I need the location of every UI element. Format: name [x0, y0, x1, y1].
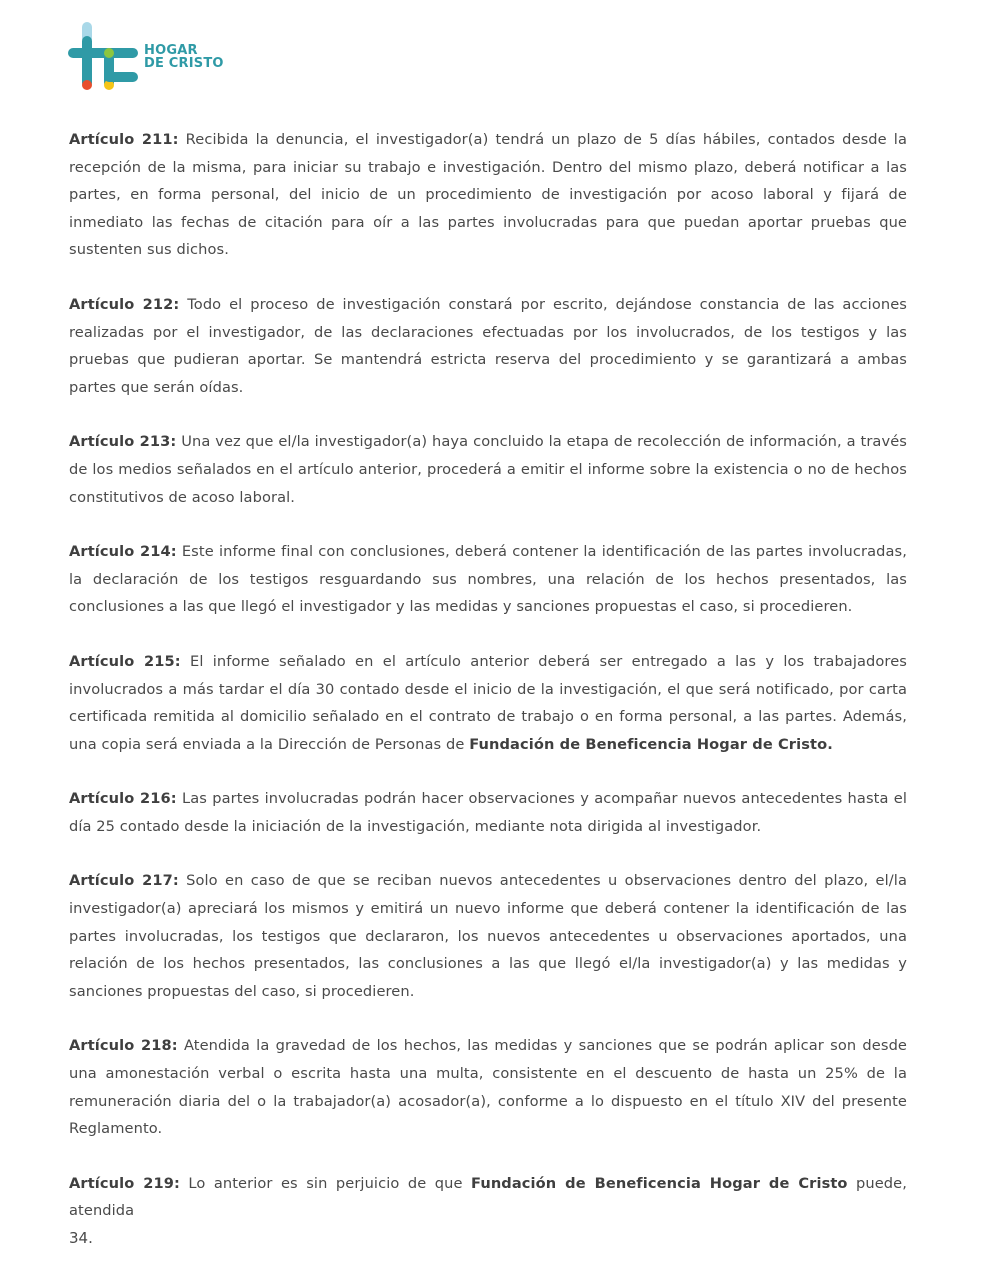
organization-name: Fundación de Beneficencia Hogar de Cristo: [470, 1174, 848, 1192]
article-217: [69, 867, 907, 1005]
hogar-de-cristo-cross-icon: [68, 22, 138, 92]
article-text: Solo en caso de que se reciban nuevos antecedentes u observaciones dentro del plazo, el/la investigador(a) apreciará los mismos y emitirá un nuevo informe que deberá contener la identificación de las partes involucradas, los testigos que declararon, los nuevos antecedentes u observaciones aportados, una relación de los hechos presentados, las conclusiones a las que llegó el/la investigador(a) y las medidas y sanciones propuestas del caso, si procedieren.: [69, 872, 907, 1000]
article-text: Lo anterior es sin perjuicio de que: [179, 1174, 471, 1192]
article-text: Las partes involucradas podrán hacer observaciones y acompañar nuevos antecedentes hasta el día 25 contado desde la iniciación de la investigación, mediante nota dirigida al investigador.: [69, 790, 908, 835]
logo-line-2: DE CRISTO: [144, 56, 224, 71]
article-label: Artículo 212:: [69, 295, 180, 313]
article-218: [69, 1032, 907, 1142]
logo-wordmark: [144, 44, 224, 70]
article-label: Artículo 218:: [69, 1037, 178, 1055]
article-216: [69, 785, 907, 840]
article-label: Artículo 217:: [69, 872, 179, 890]
hogar-de-cristo-logo: [68, 22, 224, 92]
article-text: Todo el proceso de investigación constará por escrito, dejándose constancia de las acciones realizadas por el investigador, de las declaraciones efectuadas por los involucrados, de los testigos y las pruebas que pudieran aportar. Se mantendrá estricta reserva del procedimiento y se garantizará a ambas partes que serán oídas.: [69, 295, 908, 396]
article-label: Artículo 219:: [69, 1174, 180, 1192]
article-label: Artículo 213:: [69, 433, 177, 451]
article-219: [69, 1170, 907, 1225]
logo-line-1: HOGAR: [144, 43, 198, 58]
article-211: [69, 126, 907, 264]
article-212: [69, 291, 907, 401]
article-text: Recibida la denuncia, el investigador(a) tendrá un plazo de 5 días hábiles, contados desde la recepción de la misma, para iniciar su trabajo e investigación. Dentro del mismo plazo, deberá notificar a las partes, en forma personal, del inicio de un procedimiento de investigación por acoso laboral y fijará de inmediato las fechas de citación para oír a las partes involucradas para que puedan aportar pruebas que sustenten sus dichos.: [69, 131, 907, 259]
article-text: Una vez que el/la investigador(a) haya concluido la etapa de recolección de información, a través de los medios señalados en el artículo anterior, procederá a emitir el informe sobre la existencia o no de hechos constitutivos de acoso laboral.: [69, 433, 907, 506]
article-text-continued: puede, atendida: [69, 1174, 907, 1220]
article-text: El informe señalado en el artículo anterior deberá ser entregado a las y los trabajadores involucrados a más tardar el día 30 contado desde el inicio de la investigación, el que será notificado, por carta certificada remitida al domicilio señalado en el contrato de trabajo o en forma personal, a las partes. Además, una copia será enviada a la Dirección de Personas de: [69, 652, 907, 753]
article-text: Atendida la gravedad de los hechos, las medidas y sanciones que se podrán aplicar son desde una amonestación verbal o escrita hasta una multa, consistente en el descuento de hasta un 25% de la remuneración diaria del o la trabajador(a) acosador(a), conforme a lo dispuesto en el título XIV del presente Reglamento.: [69, 1037, 908, 1138]
article-213: [69, 428, 907, 511]
article-label: Artículo 211:: [69, 131, 179, 148]
page-number: 34.: [69, 1229, 93, 1247]
organization-name: Fundación de Beneficencia Hogar de Cristo.: [469, 735, 833, 753]
article-label: Artículo 216:: [69, 790, 177, 808]
article-214: [69, 538, 907, 621]
article-label: Artículo 215:: [69, 652, 181, 670]
article-text: Este informe final con conclusiones, deberá contener la identificación de las partes involucradas, la declaración de los testigos resguardando sus nombres, una relación de los hechos presentados, las conclusiones a las que llegó el investigador y las medidas y sanciones propuestas el caso, si procedieren.: [69, 543, 907, 616]
article-215: [69, 648, 907, 758]
article-label: Artículo 214:: [69, 543, 177, 561]
document-body: [69, 126, 907, 1252]
